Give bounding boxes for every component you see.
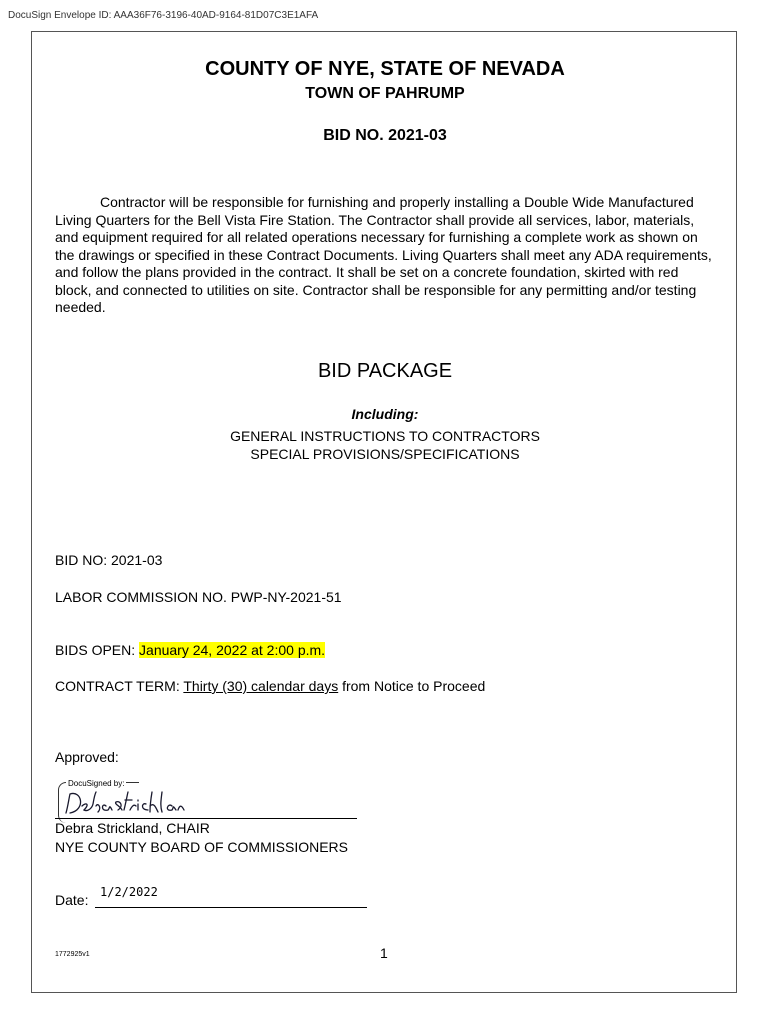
county-heading: COUNTY OF NYE, STATE OF NEVADA bbox=[205, 58, 565, 80]
labor-commission-field: LABOR COMMISSION NO. PWP-NY-2021-51 bbox=[55, 589, 342, 605]
package-line-2: SPECIAL PROVISIONS/SPECIFICATIONS bbox=[250, 446, 520, 462]
date-label: Date: bbox=[55, 892, 89, 908]
town-heading: TOWN OF PAHRUMP bbox=[305, 85, 465, 102]
document-number: 1772925v1 bbox=[55, 951, 90, 958]
docusigned-by-label: DocuSigned by: bbox=[68, 779, 125, 788]
signature-line bbox=[55, 818, 357, 819]
handwritten-signature bbox=[62, 788, 187, 818]
contract-term-label: CONTRACT TERM: bbox=[55, 678, 184, 694]
bid-number-field: BID NO: 2021-03 bbox=[55, 552, 163, 568]
bids-open-label: BIDS OPEN: bbox=[55, 642, 140, 658]
signer-name: Debra Strickland, CHAIR bbox=[55, 820, 210, 836]
package-line-1: GENERAL INSTRUCTIONS TO CONTRACTORS bbox=[230, 428, 540, 444]
date-value: 1/2/2022 bbox=[100, 885, 158, 899]
contract-term-value: Thirty (30) calendar days bbox=[183, 678, 339, 694]
contract-term-rest: from Notice to Proceed bbox=[338, 678, 486, 694]
bid-heading: BID NO. 2021-03 bbox=[323, 127, 447, 144]
board-name: NYE COUNTY BOARD OF COMMISSIONERS bbox=[55, 839, 348, 855]
bids-open-field bbox=[55, 642, 325, 658]
description-paragraph bbox=[55, 194, 715, 317]
description-text: Contractor will be responsible for furnishing and properly installing a Double Wide Manufactured Living Quarters for the Bell Vista Fire Station. The Contractor shall provide all services, labor, materials, and equipment required for all related operations necessary for furnishing a complete work as shown on the drawings or specified in these Contract Documents. Living Quarters shall meet any ADA requirements, and follow the plans provided in the contract. It shall be set on a concrete foundation, skirted with red block, and connected to utilities on site. Contractor shall be responsible for any permitting and/or testing needed. bbox=[55, 194, 712, 315]
bids-open-date: January 24, 2022 at 2:00 p.m. bbox=[139, 642, 326, 658]
bid-package-title: BID PACKAGE bbox=[317, 360, 453, 382]
approved-label: Approved: bbox=[55, 749, 119, 765]
date-line bbox=[95, 907, 367, 908]
including-label: Including: bbox=[351, 406, 419, 422]
docusign-envelope-id: DocuSign Envelope ID: AAA36F76-3196-40AD-9164-81D07C3E1AFA bbox=[8, 10, 319, 21]
contract-term-field bbox=[55, 678, 485, 694]
page-number: 1 bbox=[380, 945, 388, 961]
